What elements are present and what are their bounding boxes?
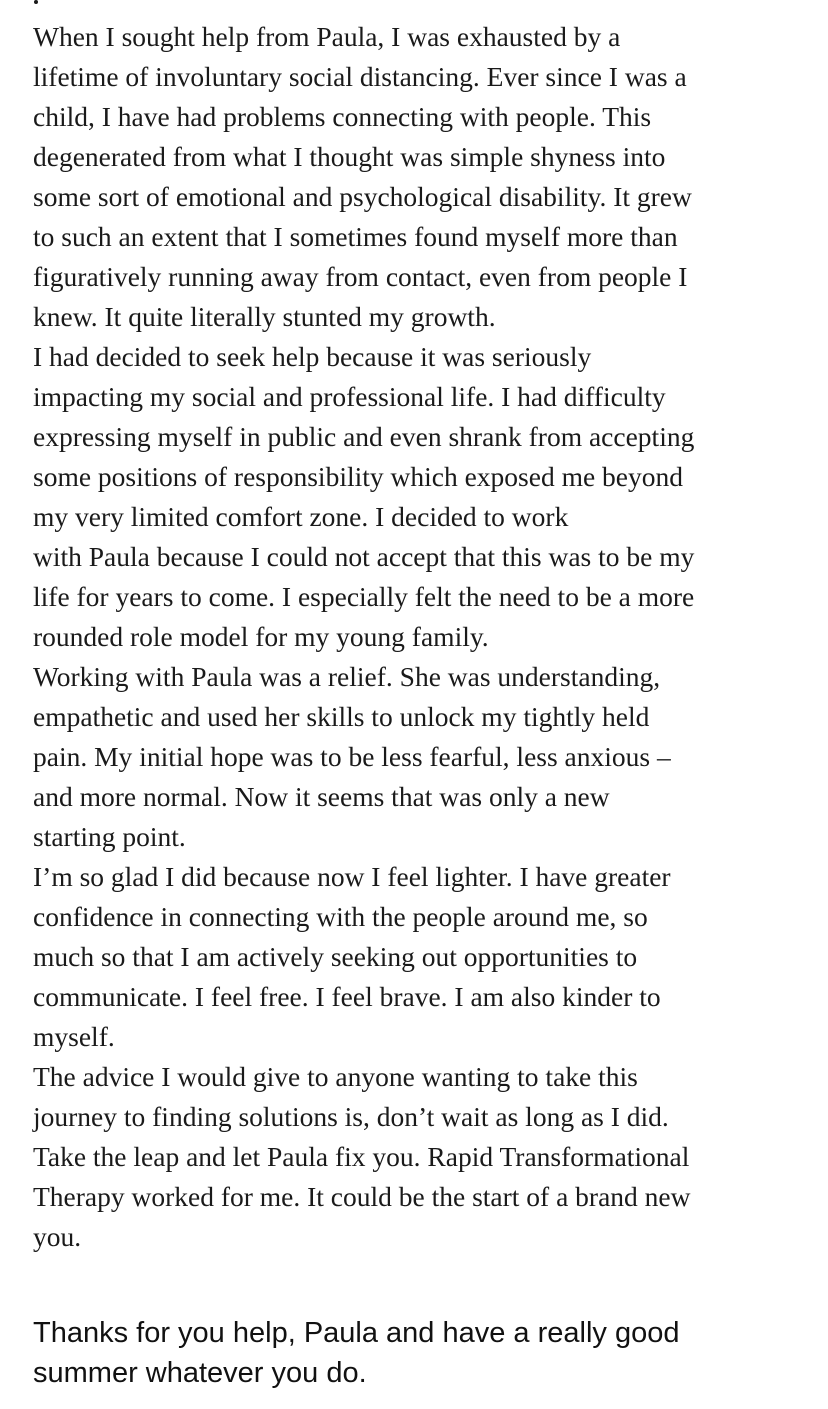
text-line: starting point. — [33, 821, 186, 852]
text-line: some positions of responsibility which exposed me beyond — [33, 461, 683, 492]
text-line: much so that I am actively seeking out opportunities to — [33, 941, 638, 972]
text-line: my very limited comfort zone. I decided to work — [33, 501, 569, 532]
text-line: journey to finding solutions is, don’t wait as long as I did. — [33, 1101, 669, 1132]
text-line: confidence in connecting with the people around me, so — [33, 901, 648, 932]
closing-line: Thanks for you help, Paula and have a really good — [33, 1317, 680, 1349]
testimonial-body — [33, 17, 813, 1257]
text-line: expressing myself in public and even shrank from accepting — [33, 421, 695, 452]
text-line: some sort of emotional and psychological disability. It grew — [33, 181, 692, 212]
stray-dot — [34, 0, 38, 4]
text-line: figuratively running away from contact, even from people I — [33, 261, 688, 292]
text-line: rounded role model for my young family. — [33, 621, 489, 652]
text-line: Working with Paula was a relief. She was understanding, — [33, 661, 661, 692]
text-line: knew. It quite literally stunted my growth. — [33, 301, 496, 332]
text-line: The advice I would give to anyone wanting to take this — [33, 1061, 638, 1092]
text-line: degenerated from what I thought was simple shyness into — [33, 141, 666, 172]
text-line: communicate. I feel free. I feel brave. I am also kinder to — [33, 981, 661, 1012]
text-line: myself. — [33, 1021, 115, 1052]
text-line: impacting my social and professional life. I had difficulty — [33, 381, 666, 412]
text-line: to such an extent that I sometimes found myself more than — [33, 221, 678, 252]
text-line: with Paula because I could not accept that this was to be my — [33, 541, 695, 572]
closing-message — [33, 1313, 813, 1393]
text-line: Therapy worked for me. It could be the start of a brand new — [33, 1181, 691, 1212]
text-line: pain. My initial hope was to be less fearful, less anxious – — [33, 741, 671, 772]
text-line: empathetic and used her skills to unlock my tightly held — [33, 701, 650, 732]
text-line: I had decided to seek help because it was seriously — [33, 341, 592, 372]
text-line: child, I have had problems connecting with people. This — [33, 101, 652, 132]
text-line: When I sought help from Paula, I was exhausted by a — [33, 21, 621, 52]
text-line: Take the leap and let Paula fix you. Rapid Transformational — [33, 1141, 690, 1172]
closing-line: summer whatever you do. — [33, 1357, 367, 1389]
text-line: lifetime of involuntary social distancing. Ever since I was a — [33, 61, 687, 92]
text-line: I’m so glad I did because now I feel lighter. I have greater — [33, 861, 671, 892]
text-line: you. — [33, 1221, 82, 1252]
text-line: and more normal. Now it seems that was only a new — [33, 781, 610, 812]
text-line: life for years to come. I especially felt the need to be a more — [33, 581, 695, 612]
